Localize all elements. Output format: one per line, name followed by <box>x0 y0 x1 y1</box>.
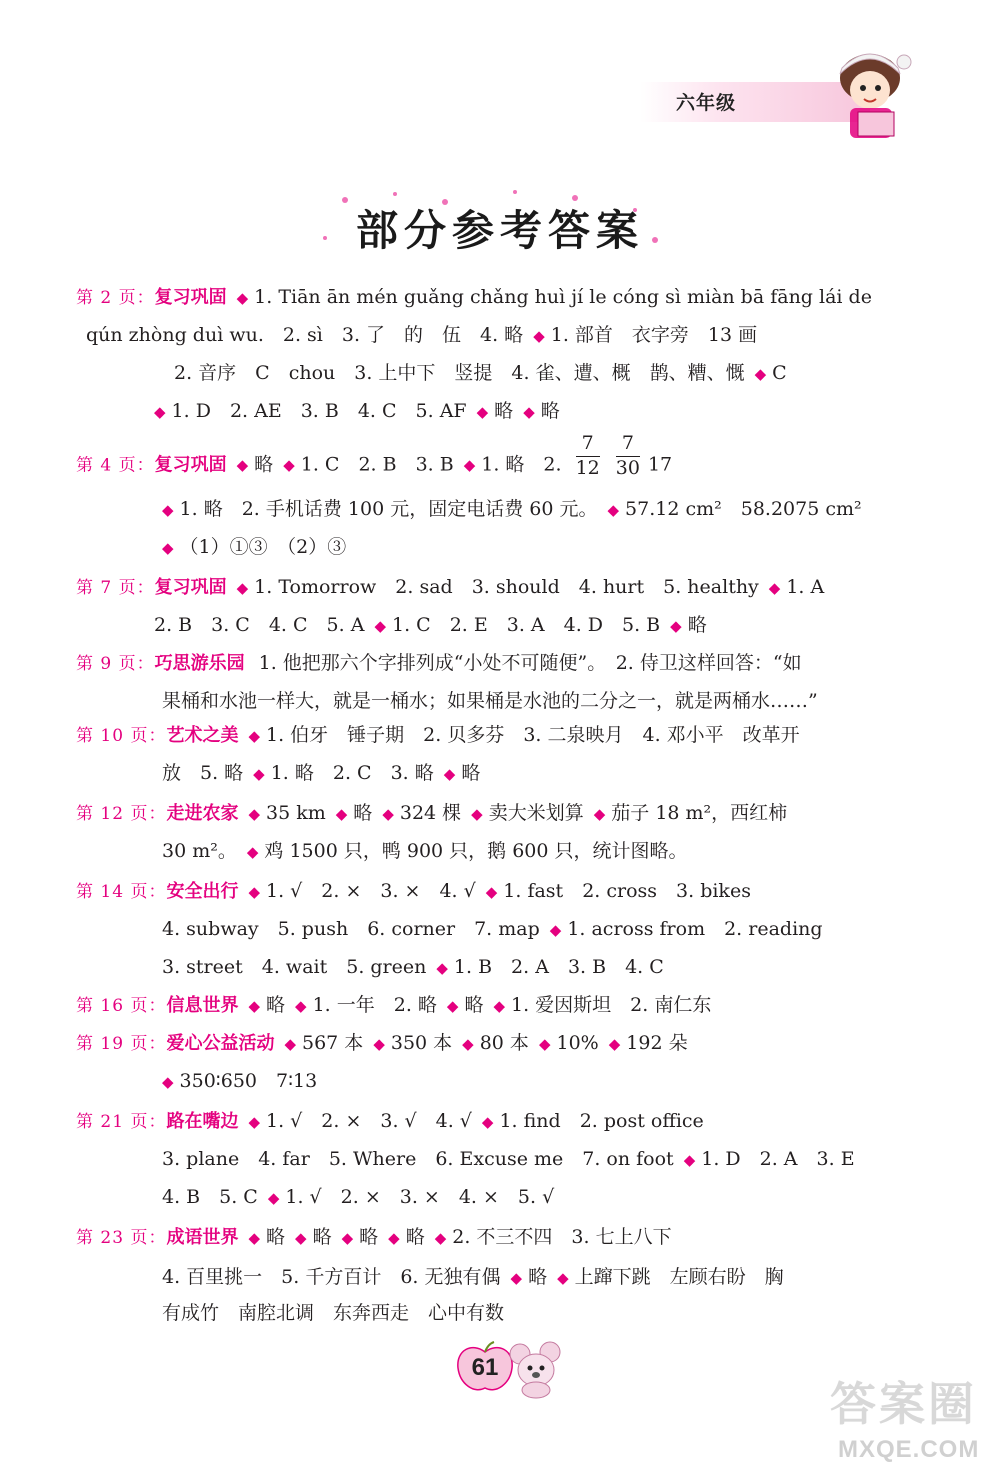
answer-text: 放 5. 略 <box>162 762 244 784</box>
answer-text: 1. C 2. B 3. B <box>300 453 454 476</box>
watermark <box>812 1358 992 1464</box>
diamond-bullet-icon: ◆ <box>246 843 259 861</box>
answer-line <box>162 538 346 557</box>
answer-text: 略 <box>405 1226 425 1248</box>
diamond-bullet-icon: ◆ <box>248 727 260 745</box>
diamond-bullet-icon: ◆ <box>154 403 166 421</box>
answer-text: 2. B 3. C 4. C 5. A <box>154 614 365 636</box>
diamond-bullet-icon: ◆ <box>463 456 476 475</box>
answer-line <box>162 1304 504 1323</box>
answer-text: 17 <box>647 453 673 476</box>
page-ref: 第 4 页： <box>76 455 155 476</box>
answer-text: 1. fast 2. cross 3. bikes <box>503 880 751 902</box>
page-title: 部分参考答案 <box>355 206 644 255</box>
answer-text: 果桶和水池一样大，就是一桶水；如果桶是水池的二分之一，就是两桶水……” <box>162 690 818 712</box>
answer-text: 略 <box>266 994 286 1016</box>
diamond-bullet-icon: ◆ <box>510 1269 523 1287</box>
page-ref: 第 16 页： <box>76 996 167 1016</box>
entry-page-16 <box>76 996 711 1015</box>
diamond-bullet-icon: ◆ <box>607 501 620 519</box>
diamond-bullet-icon: ◆ <box>382 805 394 823</box>
answer-text: 80 本 <box>479 1032 529 1054</box>
answer-text: 略 <box>494 400 514 422</box>
diamond-bullet-icon: ◆ <box>284 1035 296 1053</box>
answer-line <box>154 402 560 421</box>
answer-line <box>162 1188 554 1207</box>
page-number: 61 <box>471 1354 499 1381</box>
answer-text: 350∶650 7∶13 <box>179 1070 318 1092</box>
entry-page-21 <box>76 1112 704 1131</box>
page-ref: 第 19 页： <box>76 1034 167 1054</box>
section-title: 复习巩固 <box>154 287 227 308</box>
fraction: $\frac{7}{12}$ <box>575 432 600 479</box>
answer-text: 1. 伯牙 锤子期 2. 贝多芬 3. 二泉映月 4. 邓小平 改革开 <box>266 724 800 746</box>
page-ref: 第 10 页： <box>76 726 167 746</box>
diamond-bullet-icon: ◆ <box>608 1035 621 1053</box>
diamond-bullet-icon: ◆ <box>248 883 260 901</box>
section-title: 巧思游乐园 <box>154 653 245 674</box>
answer-text: 1. 一年 2. 略 <box>312 994 437 1016</box>
entry-page-12 <box>76 804 787 823</box>
diamond-bullet-icon: ◆ <box>538 1035 551 1053</box>
diamond-bullet-icon: ◆ <box>335 805 348 823</box>
diamond-bullet-icon: ◆ <box>557 1269 569 1287</box>
answer-text: 1. 略 2. C 3. 略 <box>270 762 434 784</box>
section-title: 路在嘴边 <box>166 1111 239 1132</box>
diamond-bullet-icon: ◆ <box>373 1035 385 1053</box>
diamond-bullet-icon: ◆ <box>162 539 174 557</box>
answer-line <box>174 364 787 383</box>
answer-text: 57.12 cm² 58.2075 cm² <box>625 498 862 520</box>
entry-page-14 <box>76 882 751 901</box>
entry-page-7 <box>76 578 824 597</box>
answer-text: 1. Tomorrow 2. sad 3. should 4. hurt 5. healthy <box>254 576 759 598</box>
diamond-bullet-icon: ◆ <box>481 1113 494 1131</box>
diamond-bullet-icon: ◆ <box>341 1229 354 1247</box>
answer-text: 上蹿下跳 左顾右盼 胸 <box>574 1266 784 1288</box>
answer-text: 30 m²。 <box>162 840 237 862</box>
koala-mascot-icon <box>506 1340 566 1400</box>
answer-line <box>86 326 757 345</box>
diamond-bullet-icon: ◆ <box>593 805 606 823</box>
diamond-bullet-icon: ◆ <box>476 403 489 421</box>
answer-text: 1. √ 2. × 3. √ 4. √ <box>266 1110 472 1132</box>
page-ref: 第 12 页： <box>76 804 167 824</box>
entry-page-9 <box>76 654 802 673</box>
diamond-bullet-icon: ◆ <box>533 327 545 345</box>
page-ref: 第 7 页： <box>76 578 155 598</box>
answer-text: 1. across from 2. reading <box>567 918 823 940</box>
watermark-text: 答案圈 <box>830 1377 977 1431</box>
answer-text: 略 <box>528 1266 548 1288</box>
answer-text: 35 km <box>266 802 326 824</box>
diamond-bullet-icon: ◆ <box>549 921 562 939</box>
answer-text: 2. 音序 C chou 3. 上中下 竖提 4. 雀、遭、概 鹊、糟、慨 <box>174 362 745 384</box>
diamond-bullet-icon: ◆ <box>162 1073 174 1091</box>
answer-text: 略 <box>266 1226 286 1248</box>
section-title: 成语世界 <box>166 1227 239 1248</box>
answer-line <box>162 500 862 519</box>
answer-line <box>162 920 823 939</box>
answer-text: 略 <box>687 614 707 636</box>
answer-text: 2. 不三不四 3. 七上八下 <box>452 1226 672 1248</box>
answer-text: 1. A <box>786 576 825 598</box>
diamond-bullet-icon: ◆ <box>295 1229 307 1247</box>
entry-page-2 <box>76 288 872 307</box>
entry-page-10 <box>76 726 800 745</box>
page-ref: 第 9 页： <box>76 654 155 674</box>
answer-text: 略 <box>540 400 560 422</box>
answer-text: C <box>772 362 787 384</box>
grade-label: 六年级 <box>676 92 737 114</box>
diamond-bullet-icon: ◆ <box>471 805 483 823</box>
answer-text: 192 朵 <box>626 1032 688 1054</box>
answer-text: 1. 部首 衣字旁 13 画 <box>550 324 758 346</box>
section-title: 复习巩固 <box>154 454 227 476</box>
answer-text: 1. D 2. A 3. E <box>701 1148 855 1170</box>
diamond-bullet-icon: ◆ <box>446 997 459 1015</box>
diamond-bullet-icon: ◆ <box>236 289 249 307</box>
diamond-bullet-icon: ◆ <box>267 1189 280 1207</box>
diamond-bullet-icon: ◆ <box>248 1113 260 1131</box>
answer-text: 略 <box>464 994 484 1016</box>
answer-line <box>162 692 818 711</box>
diamond-bullet-icon: ◆ <box>443 765 456 783</box>
answer-text: 1. D 2. AE 3. B 4. C 5. AF <box>171 400 467 422</box>
page-ref: 第 14 页： <box>76 882 167 902</box>
answer-text: 卖大米划算 <box>488 802 584 824</box>
answer-text: 1. 略 2. 手机话费 100 元，固定电话费 60 元。 <box>179 498 598 520</box>
answer-text: 1. √ 2. × 3. × 4. × 5. √ <box>285 1186 555 1208</box>
diamond-bullet-icon: ◆ <box>754 365 767 383</box>
diamond-bullet-icon: ◆ <box>248 997 260 1015</box>
answer-text: 1. 爱因斯坦 2. 南仁东 <box>511 994 712 1016</box>
diamond-bullet-icon: ◆ <box>768 579 781 597</box>
answer-line <box>162 958 664 977</box>
diamond-bullet-icon: ◆ <box>462 1035 474 1053</box>
answer-text: 1. √ 2. × 3. × 4. √ <box>266 880 476 902</box>
fraction: $\frac{7}{30}$ <box>615 432 640 479</box>
diamond-bullet-icon: ◆ <box>253 765 265 783</box>
diamond-bullet-icon: ◆ <box>436 959 448 977</box>
diamond-bullet-icon: ◆ <box>493 997 506 1015</box>
answer-text: 略 <box>312 1226 332 1248</box>
girl-mascot-icon <box>828 44 914 144</box>
answer-text: 324 棵 <box>399 802 462 824</box>
section-title: 安全出行 <box>166 881 239 902</box>
diamond-bullet-icon: ◆ <box>523 403 535 421</box>
section-title: 艺术之美 <box>166 725 239 746</box>
page-ref: 第 21 页： <box>76 1112 167 1132</box>
section-title: 走进农家 <box>166 803 239 824</box>
answer-text: 鸡 1500 只，鸭 900 只，鹅 600 只，统计图略。 <box>264 840 688 862</box>
diamond-bullet-icon: ◆ <box>374 617 386 635</box>
answer-text: 1. B 2. A 3. B 4. C <box>453 956 664 978</box>
answer-text: 有成竹 南腔北调 东奔西走 心中有数 <box>162 1302 505 1324</box>
entry-page-19 <box>76 1034 688 1053</box>
answer-text: 3. plane 4. far 5. Where 6. Excuse me 7. on foot <box>162 1148 674 1170</box>
answer-line <box>154 616 707 635</box>
watermark-url: MXQE.COM <box>838 1436 980 1463</box>
answer-text: 567 本 <box>302 1032 364 1054</box>
answer-text: 1. find 2. post office <box>499 1110 704 1132</box>
answer-line <box>162 764 480 783</box>
page-ref: 第 2 页： <box>76 288 155 308</box>
diamond-bullet-icon: ◆ <box>388 1229 400 1247</box>
diamond-bullet-icon: ◆ <box>236 456 249 475</box>
diamond-bullet-icon: ◆ <box>295 997 307 1015</box>
diamond-bullet-icon: ◆ <box>248 805 260 823</box>
answer-text: 3. street 4. wait 5. green <box>162 956 427 978</box>
diamond-bullet-icon: ◆ <box>485 883 498 901</box>
answer-text: qún zhòng duì wu. 2. sì 3. 了 的 伍 4. 略 <box>86 324 524 346</box>
answer-text: 略 <box>254 453 274 476</box>
diamond-bullet-icon: ◆ <box>162 501 174 519</box>
answer-text: 4. subway 5. push 6. corner 7. map <box>162 918 540 940</box>
answer-text: 1. 他把那六个字排列成“小处不可随便”。 2. 侍卫这样回答：“如 <box>258 652 802 674</box>
answer-line <box>162 842 688 861</box>
answer-text: 略 <box>461 762 481 784</box>
answer-text: 茄子 18 m²，西红柿 <box>611 802 788 824</box>
section-title: 爱心公益活动 <box>166 1033 275 1054</box>
answer-text: 略 <box>359 1226 379 1248</box>
entry-page-23 <box>76 1228 672 1247</box>
answer-text: 10% <box>556 1032 599 1054</box>
diamond-bullet-icon: ◆ <box>683 1151 696 1169</box>
page-ref: 第 23 页： <box>76 1228 167 1248</box>
diamond-bullet-icon: ◆ <box>248 1229 260 1247</box>
answer-text: 1. 略 2. <box>481 453 562 476</box>
entry-page-4 <box>76 432 673 479</box>
answer-text: 4. 百里挑一 5. 千方百计 6. 无独有偶 <box>162 1266 501 1288</box>
diamond-bullet-icon: ◆ <box>670 617 682 635</box>
diamond-bullet-icon: ◆ <box>283 456 295 475</box>
diamond-bullet-icon: ◆ <box>236 579 249 597</box>
answer-line <box>162 1268 784 1287</box>
answer-line <box>162 1072 317 1091</box>
answer-text: 4. B 5. C <box>162 1186 258 1208</box>
section-title: 信息世界 <box>166 995 239 1016</box>
answer-text: 1. Tiān ān mén guǎng chǎng huì jí le cóng sì miàn bā fāng lái de <box>254 286 872 308</box>
diamond-bullet-icon: ◆ <box>434 1229 447 1247</box>
answer-text: （1）①③ （2）③ <box>179 536 347 558</box>
answer-text: 350 本 <box>390 1032 453 1054</box>
section-title: 复习巩固 <box>154 577 227 598</box>
answer-line <box>162 1150 855 1169</box>
answer-text: 1. C 2. E 3. A 4. D 5. B <box>391 614 661 636</box>
answer-text: 略 <box>353 802 373 824</box>
